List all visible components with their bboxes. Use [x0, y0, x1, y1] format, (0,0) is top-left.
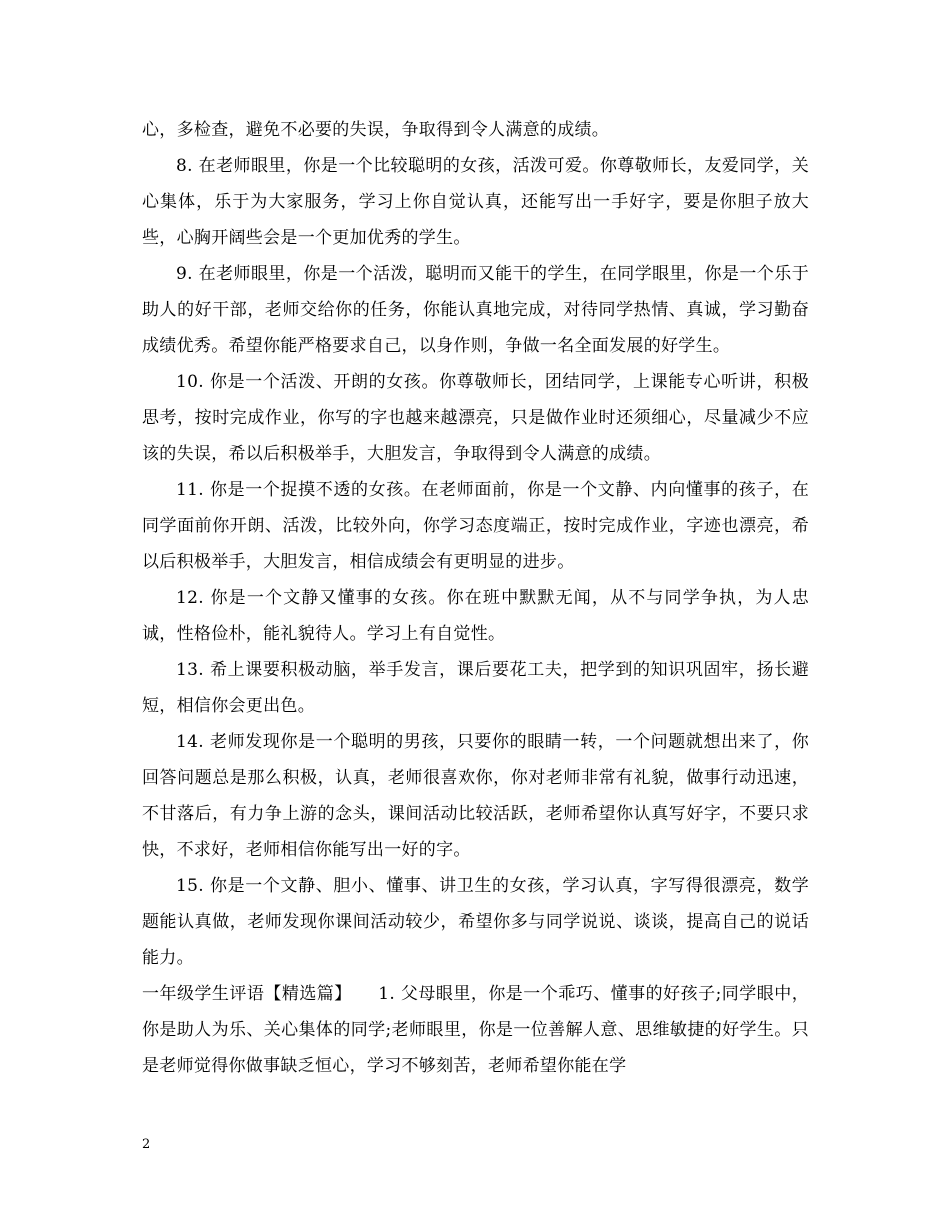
paragraph-comment-11: 11. 你是一个捉摸不透的女孩。在老师面前，你是一个文静、内向懂事的孩子，在同学面前你开朗、活泼，比较外向，你学习态度端正，按时完成作业，字迹也漂亮，希以后积极举手，大胆发言，相信成绩会有更明显的进步。: [142, 480, 809, 572]
paragraph-comment-10: 10. 你是一个活泼、开朗的女孩。你尊敬师长，团结同学，上课能专心听讲，积极思考，按时完成作业，你写的字也越来越漂亮，只是做作业时还须细心，尽量减少不应该的失误，希以后积极举手，大胆发言，争取得到令人满意的成绩。: [142, 372, 809, 464]
paragraph-comment-8: 8. 在老师眼里，你是一个比较聪明的女孩，活泼可爱。你尊敬师长，友爱同学，关心集体，乐于为大家服务，学习上你自觉认真，还能写出一手好字，要是你胆子放大些，心胸开阔些会是一个更加优秀的学生。: [142, 156, 809, 248]
paragraph-continuation: 心，多检查，避免不必要的失误，争取得到令人满意的成绩。: [142, 120, 610, 140]
page-number: 2: [142, 1137, 151, 1152]
paragraph-comment-15: 15. 你是一个文静、胆小、懂事、讲卫生的女孩，学习认真，字写得很漂亮，数学题能认真做，老师发现你课间活动较少，希望你多与同学说说、谈谈，提高自己的说话能力。: [142, 876, 809, 968]
document-body: [142, 112, 809, 1084]
paragraph-comment-9: 9. 在老师眼里，你是一个活泼，聪明而又能干的学生，在同学眼里，你是一个乐于助人的好干部，老师交给你的任务，你能认真地完成，对待同学热情、真诚，学习勤奋成绩优秀。希望你能严格要求自己，以身作则，争做一名全面发展的好学生。: [142, 264, 809, 356]
paragraph-section-selected: 一年级学生评语【精选篇】 1. 父母眼里，你是一个乖巧、懂事的好孩子;同学眼中，你是助人为乐、关心集体的同学;老师眼里，你是一位善解人意、思维敏捷的好学生。只是老师觉得你做事缺乏恒心，学习不够刻苦，老师希望你能在学: [142, 984, 809, 1076]
paragraph-comment-14: 14. 老师发现你是一个聪明的男孩，只要你的眼睛一转，一个问题就想出来了，你回答问题总是那么积极，认真，老师很喜欢你，你对老师非常有礼貌，做事行动迅速，不甘落后，有力争上游的念头，课间活动比较活跃，老师希望你认真写好字，不要只求快，不求好，老师相信你能写出一好的字。: [142, 732, 809, 860]
paragraph-comment-13: 13. 希上课要积极动脑，举手发言，课后要花工夫，把学到的知识巩固牢，扬长避短，相信你会更出色。: [142, 660, 809, 716]
paragraph-comment-12: 12. 你是一个文静又懂事的女孩。你在班中默默无闻，从不与同学争执，为人忠诚，性格俭朴，能礼貌待人。学习上有自觉性。: [142, 588, 809, 644]
